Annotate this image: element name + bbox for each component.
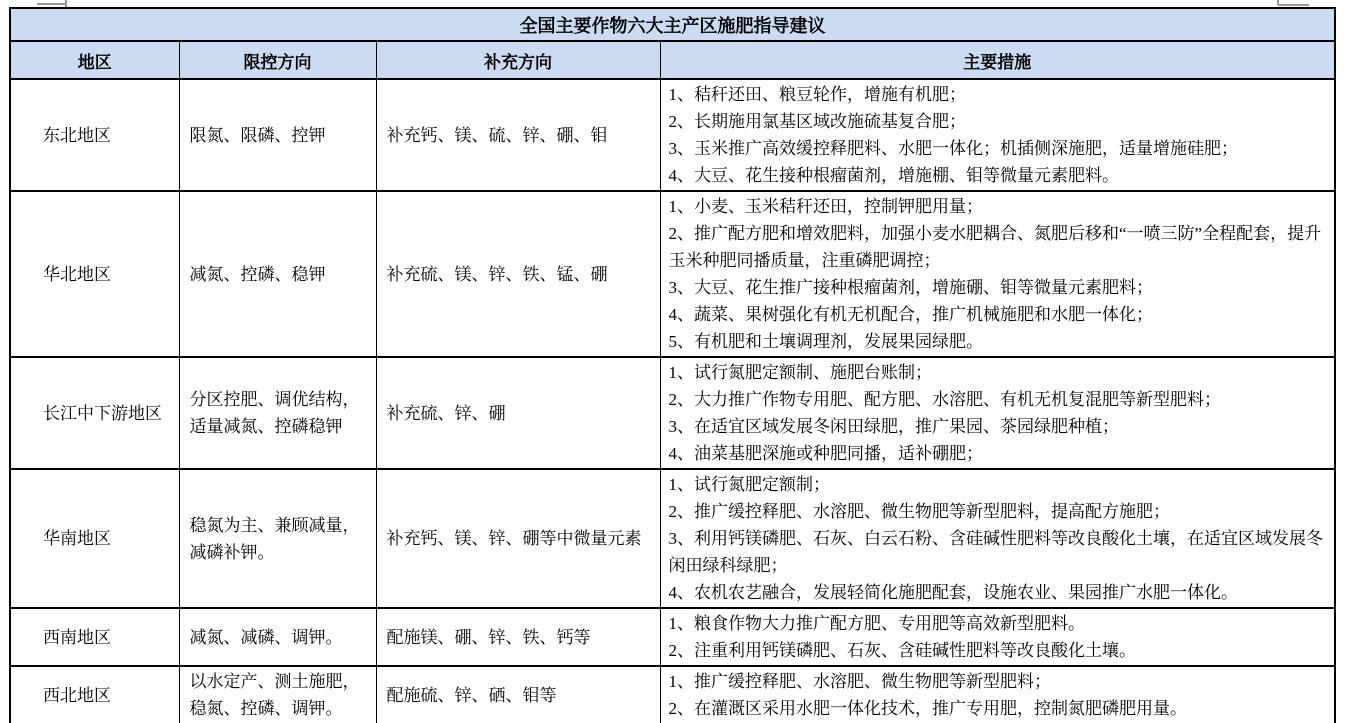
- measure-item: 2、大力推广作物专用肥、配方肥、水溶肥、有机无机复混肥等新型肥料；: [668, 390, 1221, 409]
- limit-direction-cell: 限氮、限磷、控钾: [179, 79, 376, 191]
- measure-item: 2、推广配方肥和增效肥料，加强小麦水肥耦合、氮肥后移和“一喷三防”全程配套，提升玉米种肥同播质量，注重磷肥调控；: [668, 224, 1322, 270]
- measure-item: 3、玉米推广高效缓控释肥料、水肥一体化；机插侧深施肥，适量增施硅肥；: [668, 139, 1238, 158]
- measures-cell: [660, 191, 1335, 357]
- measure-item: 1、推广缓控释肥、水溶肥、微生物肥等新型肥料；: [668, 672, 1051, 691]
- table-title: 全国主要作物六大主产区施肥指导建议: [10, 8, 1335, 41]
- table-row: [10, 666, 1335, 723]
- measure-item: 1、小麦、玉米秸秆还田，控制钾肥用量；: [668, 197, 983, 216]
- table-header-row: [10, 41, 1335, 79]
- grid-fragment-right-vertical: [1277, 0, 1279, 5]
- table-row: [10, 79, 1335, 191]
- region-cell: 华北地区: [10, 191, 179, 357]
- col-header-supplement: 补充方向: [376, 41, 660, 79]
- region-cell: 西北地区: [10, 666, 179, 723]
- supplement-direction-cell: 配施硫、锌、硒、钼等: [376, 666, 660, 723]
- measure-item: 4、大豆、花生接种根瘤菌剂，增施棚、钼等微量元素肥料。: [668, 166, 1119, 185]
- table-row: [10, 608, 1335, 666]
- measure-item: 4、蔬菜、果树强化有机无机配合，推广机械施肥和水肥一体化；: [668, 305, 1153, 324]
- supplement-direction-cell: 补充钙、镁、锌、硼等中微量元素: [376, 469, 660, 608]
- measures-cell: [660, 666, 1335, 723]
- col-header-limit: 限控方向: [179, 41, 376, 79]
- measure-item: 1、试行氮肥定额制、施肥台账制；: [668, 363, 932, 382]
- measures-cell: [660, 469, 1335, 608]
- supplement-direction-cell: 补充钙、镁、硫、锌、硼、钼: [376, 79, 660, 191]
- limit-direction-cell: 稳氮为主、兼顾减量，减磷补钾。: [179, 469, 376, 608]
- measure-item: 2、在灌溉区采用水肥一体化技术，推广专用肥，控制氮肥磷肥用量。: [668, 699, 1187, 718]
- measure-item: 2、推广缓控释肥、水溶肥、微生物肥等新型肥料，提高配方施肥；: [668, 502, 1170, 521]
- region-cell: 长江中下游地区: [10, 357, 179, 469]
- grid-fragment-left-horizontal: [37, 3, 67, 5]
- measure-item: 1、试行氮肥定额制；: [668, 475, 830, 494]
- grid-fragment-right-horizontal: [1278, 4, 1309, 6]
- supplement-direction-cell: 补充硫、锌、硼: [376, 357, 660, 469]
- measures-cell: [660, 357, 1335, 469]
- measure-item: 1、粮食作物大力推广配方肥、专用肥等高效新型肥料。: [668, 614, 1085, 633]
- measure-item: 2、长期施用氯基区域改施硫基复合肥；: [668, 112, 966, 131]
- region-cell: 东北地区: [10, 79, 179, 191]
- col-header-region: 地区: [10, 41, 179, 79]
- table-row: [10, 357, 1335, 469]
- table-row: [10, 191, 1335, 357]
- limit-direction-cell: 减氮、控磷、稳钾: [179, 191, 376, 357]
- measure-item: 3、在适宜区域发展冬闲田绿肥，推广果园、茶园绿肥种植；: [668, 417, 1119, 436]
- table-body: [10, 79, 1335, 723]
- measures-cell: [660, 79, 1335, 191]
- measures-cell: [660, 608, 1335, 666]
- measure-item: 1、秸秆还田、粮豆轮作，增施有机肥；: [668, 85, 966, 104]
- fertilization-guide-table: [9, 7, 1336, 723]
- limit-direction-cell: 分区控肥、调优结构，适量减氮、控磷稳钾: [179, 357, 376, 469]
- grid-fragment-left-vertical: [65, 0, 67, 7]
- supplement-direction-cell: 补充硫、镁、锌、铁、锰、硼: [376, 191, 660, 357]
- measure-item: 2、注重利用钙镁磷肥、石灰、含硅碱性肥料等改良酸化土壤。: [668, 641, 1136, 660]
- measure-item: 3、大豆、花生推广接种根瘤菌剂，增施硼、钼等微量元素肥料；: [668, 278, 1153, 297]
- measure-item: 3、利用钙镁磷肥、石灰、白云石粉、含硅碱性肥料等改良酸化土壤，在适宜区域发展冬闲田绿科绿肥；: [668, 529, 1323, 575]
- limit-direction-cell: 减氮、减磷、调钾。: [179, 608, 376, 666]
- measure-item: 5、有机肥和土壤调理剂，发展果园绿肥。: [668, 332, 983, 351]
- region-cell: 华南地区: [10, 469, 179, 608]
- table-title-row: [10, 8, 1335, 41]
- col-header-measures: 主要措施: [660, 41, 1335, 79]
- limit-direction-cell: 以水定产、测土施肥，稳氮、控磷、调钾。: [179, 666, 376, 723]
- table-row: [10, 469, 1335, 608]
- measure-item: 4、油菜基肥深施或种肥同播，适补硼肥；: [668, 444, 983, 463]
- region-cell: 西南地区: [10, 608, 179, 666]
- supplement-direction-cell: 配施镁、硼、锌、铁、钙等: [376, 608, 660, 666]
- measure-item: 4、农机农艺融合，发展轻简化施肥配套，设施农业、果园推广水肥一体化。: [668, 583, 1238, 602]
